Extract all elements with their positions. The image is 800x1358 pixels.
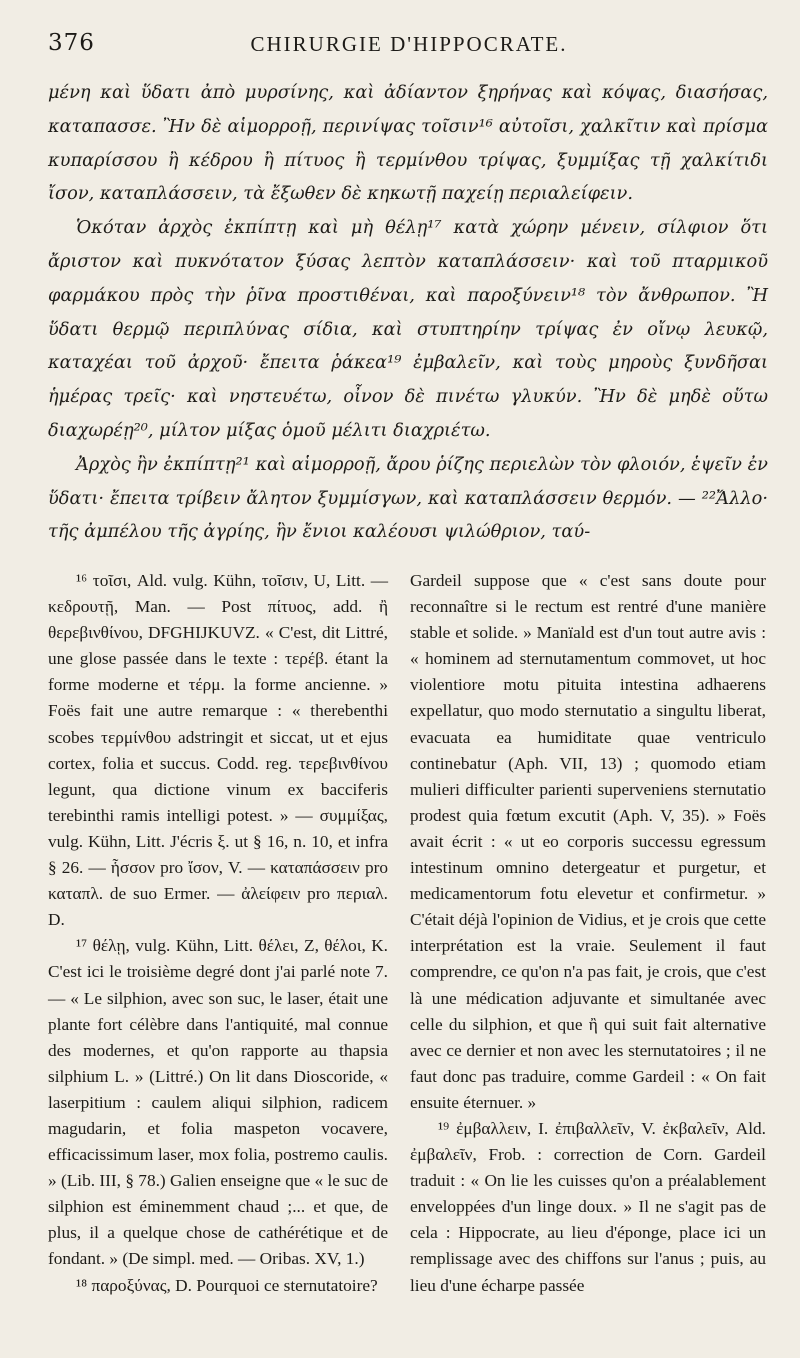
footnotes-left-column [48, 568, 388, 1299]
footnote: ¹⁹ ἐμβαλλειν, I. ἐπιβαλλεῖν, V. ἐκβαλεῖν, Ald. ἐμβαλεῖν, Frob. : correction de Corn. Gardeil traduit : « On lie les cuisses qu'on a préalablement enveloppées d'un linge doux. » Il ne s'agit pas de cela : Hippocrate, au lieu d'éponge, place ici un remplissage avec des chiffons sur l'anus ; puis, au lieu d'une écharpe passée [410, 1118, 766, 1295]
greek-paragraph: Ὁκόταν ἀρχὸς ἐκπίπτῃ καὶ μὴ θέλῃ¹⁷ κατὰ χώρην μένειν, σίλφιον ὅτι ἄριστον καὶ πυκνότατον ξύσας λεπτὸν καταπλάσσειν· καὶ τοῦ πταρμικοῦ φαρμάκου πρὸς τὴν ῥῖνα προστιθέναι, καὶ παροξύνειν¹⁸ τὸν ἄνθρωπον. Ἢ ὕδατι θερμῷ περιπλύνας σίδια, καὶ στυπτηρίην τρίψας ἐν οἴνῳ λευκῷ, καταχέαι τοῦ ἀρχοῦ· ἔπειτα ῥάκεα¹⁹ ἐμβαλεῖν, καὶ τοὺς μηροὺς ξυνδῆσαι ἡμέρας τρεῖς· καὶ νηστευέτω, οἶνον δὲ πινέτω γλυκύν. Ἢν δὲ μηδὲ οὕτω διαχωρέῃ²⁰, μίλτον μίξας ὁμοῦ μέλιτι διαχριέτω. [48, 217, 768, 441]
footnote-continuation: Gardeil suppose que « c'est sans doute pour reconnaître si le rectum est rentré d'une manière stable et solide. » Manïald est d'un tout autre avis : « hominem ad sternutamentum commovet, ut hoc violentiore motu pituita intestina adhaerens expellatur, quo modo sternutatio a singultu liberat, evacuata ea humiditate quae ventriculo continebatur (Aph. VII, 13) ; quomodo etiam mulieri difficulter parienti superveniens sternutatio prodest quia fœtum excutit (Aph. V, 35). » Foës avait écrit : « ut eo corporis successu egressum intestinum omnino detergeatur et purgetur, et medicamentorum fotu elevetur et confirmetur. » C'était déjà l'opinion de Vidius, et je crois que cette interprétation est la vraie. Seulement il faut comprendre, ce qu'on n'a pas fait, je crois, que c'est là une médication adjuvante et simultanée avec celle du silphion, et que ἢ qui suit fait alternative avec ce dernier et non avec les sternutatoires ; il ne faut donc pas traduire, comme Gardeil : « On fait ensuite éternuer. » [410, 571, 766, 1112]
greek-main-text [48, 76, 768, 549]
running-title: CHIRURGIE D'HIPPOCRATE. [250, 32, 568, 56]
footnote: ¹⁷ θέλῃ, vulg. Kühn, Litt. θέλει, Z, θέλοι, K. C'est ici le troisième degré dont j'ai parlé note 7. — « Le silphion, avec son suc, le laser, était une plante fort célèbre dans l'antiquité, mal connue des modernes, et qu'on rapporte au thapsia silphium L. » (Littré.) On lit dans Dioscoride, « laserpitium : caulem aliqui silphion, radicem magudarin, et folia maspeton vocavere, efficacissimum laser, mox folia, postremo caulis. » (Lib. III, § 78.) Galien enseigne que « le suc de silphion est éminemment chaud ;... et que, de plus, il a quelque chose de cathérétique et de fondant. » (De simpl. med. — Oribas. XV, 1.) [48, 936, 388, 1269]
footnotes-right-column [410, 568, 766, 1299]
page-header [48, 30, 770, 64]
greek-paragraph: μένη καὶ ὕδατι ἀπὸ μυρσίνης, καὶ ἀδίαντον ξηρήνας καὶ κόψας, διασήσας, καταπασσε. Ἢν δὲ αἱμορροῇ, περινίψας τοῖσιν¹⁶ αὐτοῖσι, χαλκῖτιν καὶ πρίσμα κυπαρίσσου ἢ κέδρου ἢ πίτυος ἢ τερμίνθου τρίψας, ξυμμίξας τῇ χαλκίτιδι ἴσον, καταπλάσσειν, τὰ ἔξωθεν δὲ κηκωτῇ παχείῃ περιαλείφειν. [48, 82, 768, 205]
footnote: ¹⁸ παροξύνας, D. Pourquoi ce sternutatoire? [76, 1275, 378, 1295]
page-number: 376 [48, 30, 95, 56]
footnote: ¹⁶ τοῖσι, Ald. vulg. Kühn, τοῖσιν, U, Litt. — κεδρουτῇ, Man. — Post πίτυος, add. ἢ θερεβινθίνου, DFGHIJKUVZ. « C'est, dit Littré, une glose passée dans le texte : τερέβ. étant la forme moderne et τέρμ. la forme ancienne. » Foës fait une autre remarque : « therebenthi scobes τερμίνθου adstringit et siccat, ut et ejus cortex, folia et succus. Codd. reg. τερεβινθίνου legunt, qua dictione vinum ex bacciferis terebinthi ramis intelligi potest. » — συμμίξας, vulg. Kühn, Litt. J'écris ξ. ut § 16, n. 10, et infra § 26. — ἧσσον pro ἴσον, V. — καταπάσσειν pro καταπλ. de suo Ermer. — ἀλείφειν pro περιαλ. D. [48, 571, 388, 930]
greek-paragraph: Ἀρχὸς ἢν ἐκπίπτῃ²¹ καὶ αἱμορροῇ, ἄρου ῥίζης περιελὼν τὸν φλοιόν, ἑψεῖν ἐν ὕδατι· ἔπειτα τρίβειν ἄλητον ξυμμίσγων, καὶ καταπλάσσειν θερμόν. — ²²Ἄλλο· τῆς ἀμπέλου τῆς ἀγρίης, ἣν ἔνιοι καλέουσι ψιλώθριον, ταύ- [48, 453, 768, 543]
